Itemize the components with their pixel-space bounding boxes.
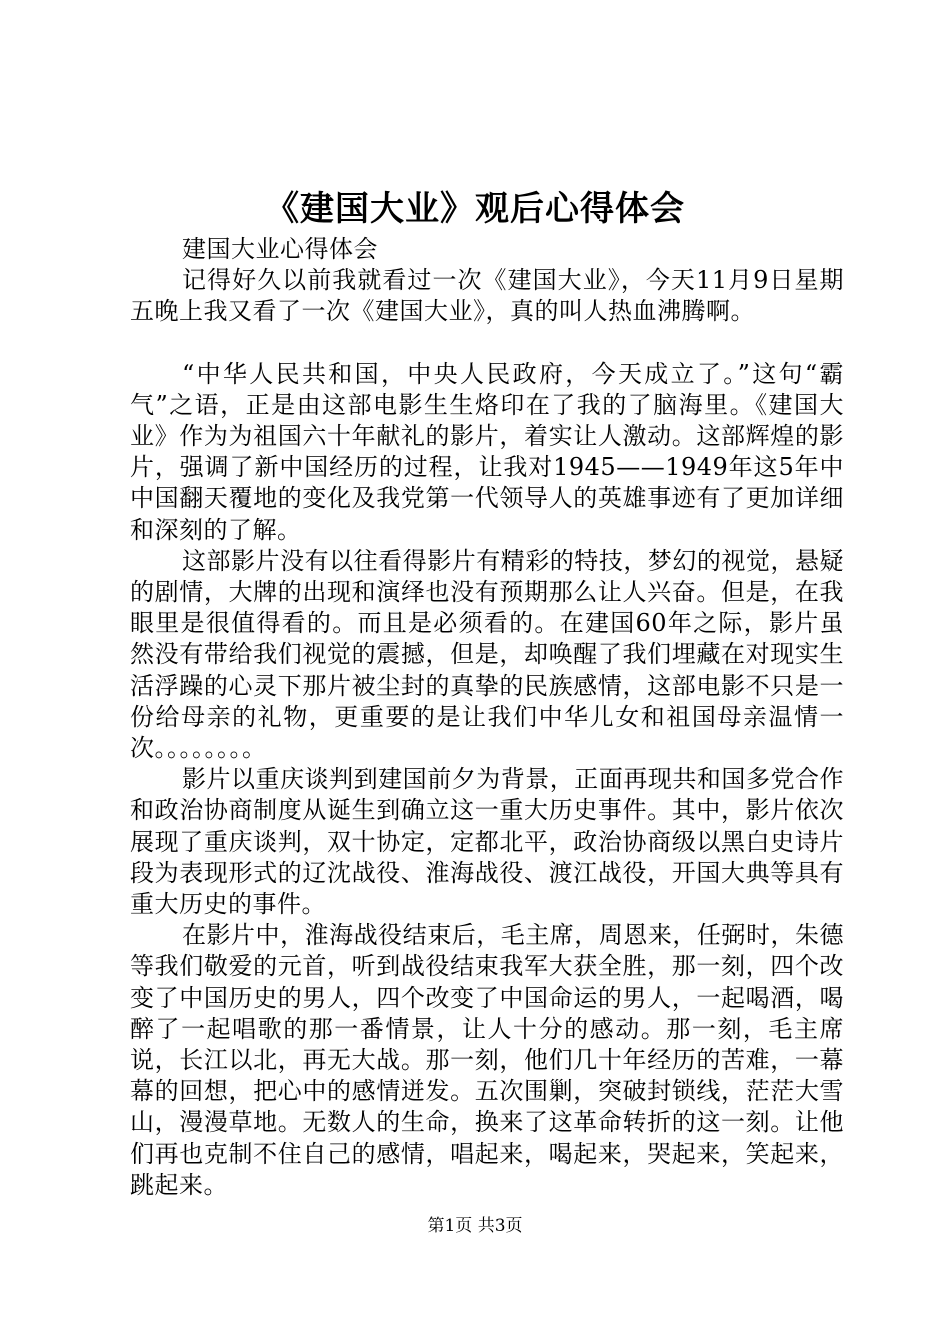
document-body [130,234,844,1201]
body-paragraph-5: 在影片中，淮海战役结束后，毛主席，周恩来，任弼时，朱德等我们敬爱的元首，听到战役结束我军大获全胜，那一刻，四个改变了中国历史的男人，四个改变了中国命运的男人，一起喝酒，喝醉了一起唱歌的那一番情景，让人十分的感动。那一刻，毛主席说，长江以北，再无大战。那一刻，他们几十年经历的苦难，一幕幕的回想，把心中的感情迸发。五次围剿，突破封锁线，茫茫大雪山，漫漫草地。无数人的生命，换来了这革命转折的这一刻。让他们再也克制不住自己的感情，唱起来，喝起来，哭起来，笑起来，跳起来。 [130,921,844,1199]
page-footer: 第1页 共3页 [427,1216,523,1236]
body-paragraph-4: 影片以重庆谈判到建国前夕为背景，正面再现共和国多党合作和政治协商制度从诞生到确立这一重大历史事件。其中，影片依次展现了重庆谈判，双十协定，定都北平，政治协商级以黑白史诗片段为表现形式的辽沈战役、淮海战役、渡江战役，开国大典等具有重大历史的事件。 [130,765,844,919]
body-paragraph-3: 这部影片没有以往看得影片有精彩的特技，梦幻的视觉，悬疑的剧情，大牌的出现和演绎也没有预期那么让人兴奋。但是，在我眼里是很值得看的。而且是必须看的。在建国60年之际，影片虽然没有带给我们视觉的震撼，但是，却唤醒了我们埋藏在对现实生活浮躁的心灵下那片被尘封的真挚的民族感情，这部电影不只是一份给母亲的礼物，更重要的是让我们中华儿女和祖国母亲温情一次。。。。。。。。 [130,546,844,763]
body-paragraph-1: 记得好久以前我就看过一次《建国大业》，今天11月9日星期五晚上我又看了一次《建国大业》，真的叫人热血沸腾啊。 [130,266,844,326]
document-title: 《建国大业》观后心得体会 [265,189,685,229]
body-paragraph-2: “中华人民共和国，中央人民政府，今天成立了。”这句“霸气”之语，正是由这部电影生生烙印在了我的了脑海里。《建国大业》作为为祖国六十年献礼的影片，着实让人激动。这部辉煌的影片，强调了新中国经历的过程，让我对1945——1949年这5年中中国翻天覆地的变化及我党第一代领导人的英雄事迹有了更加详细和深刻的了解。 [130,359,844,544]
subtitle-paragraph: 建国大业心得体会 [182,235,378,263]
